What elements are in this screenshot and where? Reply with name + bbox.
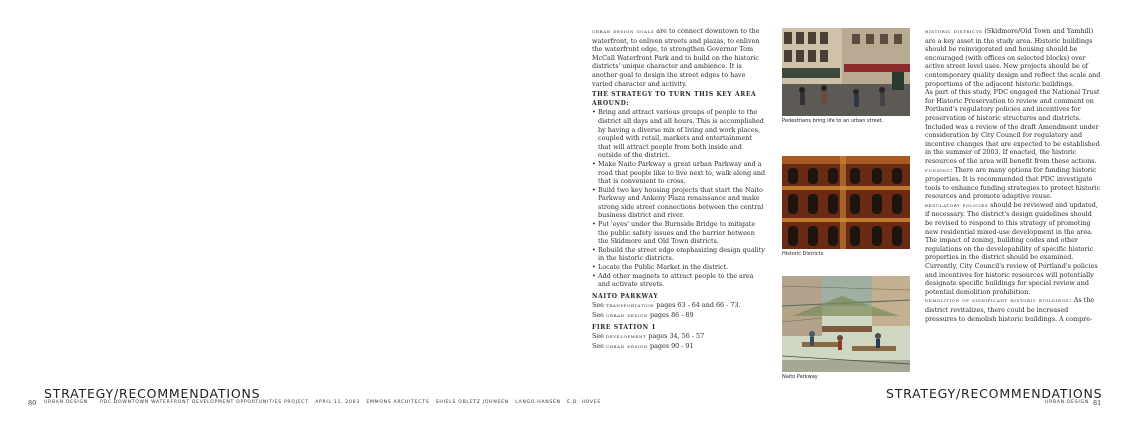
naito-ref-1 xyxy=(592,301,766,311)
demolition-text: As the district revitalizes, there could be increased pressures to demolish historic buildings. A compre- xyxy=(925,296,1095,323)
caption-pedestrians: Pedestrians bring life to an urban street. xyxy=(782,118,884,124)
right-page-number: 81 xyxy=(1093,399,1102,407)
regulatory-label: regulatory policies xyxy=(925,201,989,209)
ref-pages: pages 63 - 64 and 66 - 73. xyxy=(654,301,741,310)
strategy-bullet: • Make Naito Parkway a great urban Parkway and a road that people like to live next to, walk along and that is convenient to cross. xyxy=(592,160,766,186)
goals-paragraph xyxy=(592,27,766,88)
strategy-bullet: • Add other magnets to attract people to the area and activate streets. xyxy=(592,272,766,289)
ref-section: development xyxy=(605,333,647,341)
funding-paragraph xyxy=(925,166,1101,201)
strategy-heading: THE STRATEGY TO TURN THIS KEY AREA AROUND: xyxy=(592,91,757,107)
historic-districts-paragraph xyxy=(925,27,1101,88)
street-photo xyxy=(782,28,910,116)
caption-historic-districts: Historic Districts xyxy=(782,251,824,257)
demolition-label: demolition of significant historic buildings: xyxy=(925,297,1072,305)
strategy-bullet: • Bring and attract various groups of people to the district all days and all hours. This is accomplished by having a diverse mix of living and work places, coupled with retail, markets and entertainment that will attract people from both inside and outside of the district. xyxy=(592,108,766,160)
historic-districts-text: (Skidmore/Old Town and Yamhill) are a key asset in the study area. Historic buildings should be reinvigorated and housing should be encouraged (with offices on selected blocks) over active street level uses. New projects should be of contemporary quality design and reflect the scale and proportions of the adjacent historic buildings. xyxy=(925,27,1101,88)
strategy-bullet: • Build two key housing projects that start the Naito Parkway and Ankeny Plaza renaissance and make strong side street connections between the central business district and river. xyxy=(592,186,766,220)
goals-label: urban design goals xyxy=(592,28,655,35)
right-section-label: URBAN DESIGN xyxy=(1045,400,1089,405)
ref-section: urban design xyxy=(605,342,648,350)
left-page-number: 80 xyxy=(28,399,37,407)
caption-naito-parkway: Naito Parkway xyxy=(782,374,818,380)
ref-prefix: See xyxy=(592,332,606,341)
naito-parkway-sketch xyxy=(782,276,910,372)
strategy-bullet: • Put 'eyes' under the Burnside Bridge to mitigate the public safety issues and the barrier between the Skidmore and Old Town districts. xyxy=(592,220,766,246)
ref-pages: pages 86 - 89 xyxy=(647,311,694,319)
fire-ref-1 xyxy=(592,332,766,342)
ref-prefix: See xyxy=(592,301,606,310)
left-footer-project: PDC DOWNTOWN WATERFRONT DEVELOPMENT OPPORTUNITIES PROJECT APRIL 11, 2003 EMMONS ARCHITECTS SHIELS OBLETZ JOHNSEN LANGO.HANSEN E.D. HOVEE xyxy=(100,400,601,405)
naito-heading: NAITO PARKWAY xyxy=(592,292,659,300)
strategy-bullet: • Locate the Public Market in the district. xyxy=(592,263,766,272)
historic-buildings-photo xyxy=(782,156,910,249)
right-page-title: STRATEGY/RECOMMENDATIONS xyxy=(886,386,1103,401)
historic-column xyxy=(925,27,1101,323)
historic-districts-label: historic districts xyxy=(925,28,983,35)
ref-section: urban design xyxy=(605,312,648,319)
regulatory-paragraph xyxy=(925,201,1101,236)
strategy-bullet: • Rebuild the street edge emphasizing design quality in the historic districts. xyxy=(592,246,766,263)
funding-label: funding xyxy=(925,166,951,174)
ref-prefix: See xyxy=(592,341,606,350)
council-review-paragraph: Currently, City Council's review of Portland's policies and incentives for historic resources will potentially designate specific buildings for special review and potential demolition prohibition. xyxy=(925,262,1098,296)
naito-ref-2 xyxy=(592,311,766,321)
ref-section: transportation xyxy=(605,302,655,310)
left-page-title: STRATEGY/RECOMMENDATIONS xyxy=(44,386,261,401)
strategy-bullet-list xyxy=(592,108,766,288)
left-section-label: URBAN DESIGN xyxy=(44,400,88,405)
ref-pages: pages 90 - 91 xyxy=(647,341,694,350)
fire-ref-2 xyxy=(592,342,766,352)
zoning-paragraph: The impact of zoning, building codes and other regulations on the developability of specific historic properties in the district should be examined. xyxy=(925,236,1094,262)
fire-station-heading: FIRE STATION 1 xyxy=(592,323,657,331)
regulatory-text: should be reviewed and updated, if necessary. The district's design guidelines should be revised to respond to this strategy of promoting new residential mixed-use development in the area. xyxy=(925,200,1098,236)
goals-column xyxy=(592,27,766,351)
demolition-paragraph xyxy=(925,296,1101,323)
national-trust-paragraph: As part of this study, PDC engaged the National Trust for Historic Preservation to review and comment on Portland's regulatory policies and incentives for preservation of historic structures and districts. Included was a review of the draft Amendment under consideration by City Council for regulatory and incentive changes that are expected to be established in the summer of 2003. If enacted, the historic resources of the area will benefit from these actions. xyxy=(925,88,1100,165)
goals-text: are to connect downtown to the waterfront, to enliven streets and plazas, to enliven the waterfront edge, to strengthen Governor Tom McCall Waterfront Park and to build on the historic districts' unique character and ambience. It is another goal to design the street edges to have varied character and activity. xyxy=(592,27,760,88)
ref-prefix: See xyxy=(592,311,606,319)
ref-pages: pages 34, 56 - 57 xyxy=(646,332,705,341)
funding-text: : There are many options for funding historic properties. It is recommended that PDC investigate tools to enhance funding strategies to protect historic resources and promote adaptive reuse. xyxy=(925,165,1101,201)
